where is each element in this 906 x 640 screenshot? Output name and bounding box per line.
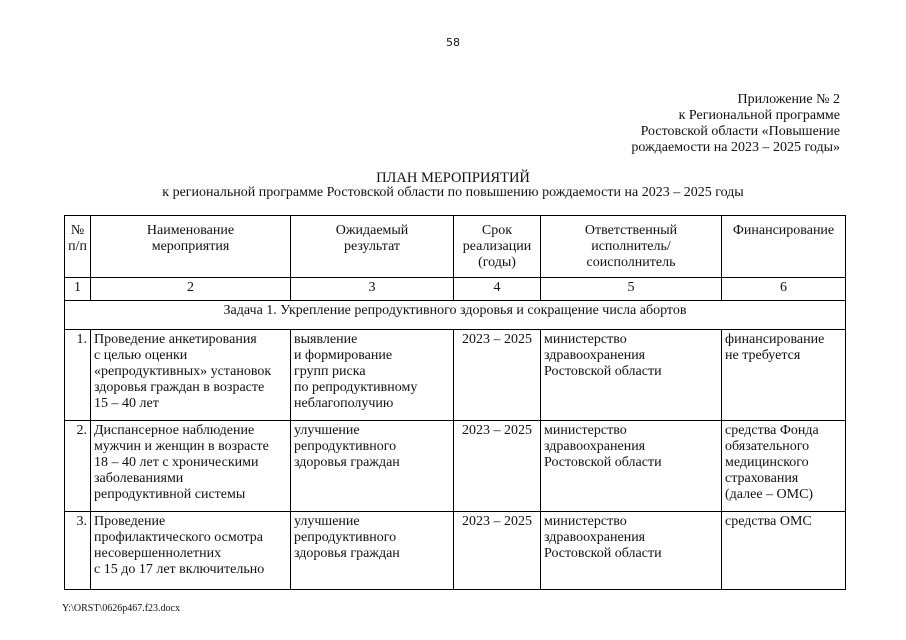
row-result: улучшение репродуктивного здоровья граждан	[291, 421, 454, 512]
row-term: 2023 – 2025	[454, 330, 541, 421]
column-number: 1	[65, 278, 91, 301]
row-financing: финансирование не требуется	[722, 330, 846, 421]
row-financing: средства Фонда обязательного медицинского страхования (далее – ОМС)	[722, 421, 846, 512]
row-term: 2023 – 2025	[454, 512, 541, 590]
appendix-line: рождаемости на 2023 – 2025 годы»	[631, 140, 840, 155]
table-header-row	[65, 216, 846, 278]
file-path-footer: Y:\ORST\0626p467.f23.docx	[62, 603, 180, 614]
column-number: 3	[291, 278, 454, 301]
row-executor: министерство здравоохранения Ростовской области	[541, 512, 722, 590]
row-name: Диспансерное наблюдение мужчин и женщин в возрасте 18 – 40 лет с хроническими заболеваниями репродуктивной системы	[91, 421, 291, 512]
plan-table	[64, 215, 846, 590]
table-row	[65, 512, 846, 590]
column-number: 2	[91, 278, 291, 301]
row-financing: средства ОМС	[722, 512, 846, 590]
header-num: № п/п	[65, 216, 91, 278]
page-number: 58	[446, 36, 460, 49]
task-row	[65, 301, 846, 330]
appendix-line: к Региональной программе	[678, 108, 840, 123]
column-number: 5	[541, 278, 722, 301]
appendix-line: Приложение № 2	[737, 92, 840, 107]
header-term: Срок реализации (годы)	[454, 216, 541, 278]
column-number: 4	[454, 278, 541, 301]
header-name: Наименование мероприятия	[91, 216, 291, 278]
plan-title: ПЛАН МЕРОПРИЯТИЙ	[376, 170, 530, 186]
table-row	[65, 330, 846, 421]
appendix-line: Ростовской области «Повышение	[640, 124, 840, 139]
row-number: 2.	[65, 421, 91, 512]
table-row	[65, 421, 846, 512]
column-number: 6	[722, 278, 846, 301]
row-result: улучшение репродуктивного здоровья граждан	[291, 512, 454, 590]
task-title: Задача 1. Укрепление репродуктивного здоровья и сокращение числа абортов	[65, 301, 846, 330]
row-term: 2023 – 2025	[454, 421, 541, 512]
column-number-row	[65, 278, 846, 301]
header-executor: Ответственный исполнитель/ соисполнитель	[541, 216, 722, 278]
row-result: выявление и формирование групп риска по репродуктивному неблагополучию	[291, 330, 454, 421]
appendix-note	[631, 92, 840, 156]
row-executor: министерство здравоохранения Ростовской области	[541, 330, 722, 421]
plan-subtitle: к региональной программе Ростовской области по повышению рождаемости на 2023 – 2025 годы	[162, 185, 744, 200]
row-number: 3.	[65, 512, 91, 590]
row-executor: министерство здравоохранения Ростовской области	[541, 421, 722, 512]
header-result: Ожидаемый результат	[291, 216, 454, 278]
row-number: 1.	[65, 330, 91, 421]
header-financing: Финансирование	[722, 216, 846, 278]
row-name: Проведение анкетирования с целью оценки «репродуктивных» установок здоровья граждан в возрасте 15 – 40 лет	[91, 330, 291, 421]
row-name: Проведение профилактического осмотра несовершеннолетних с 15 до 17 лет включительно	[91, 512, 291, 590]
